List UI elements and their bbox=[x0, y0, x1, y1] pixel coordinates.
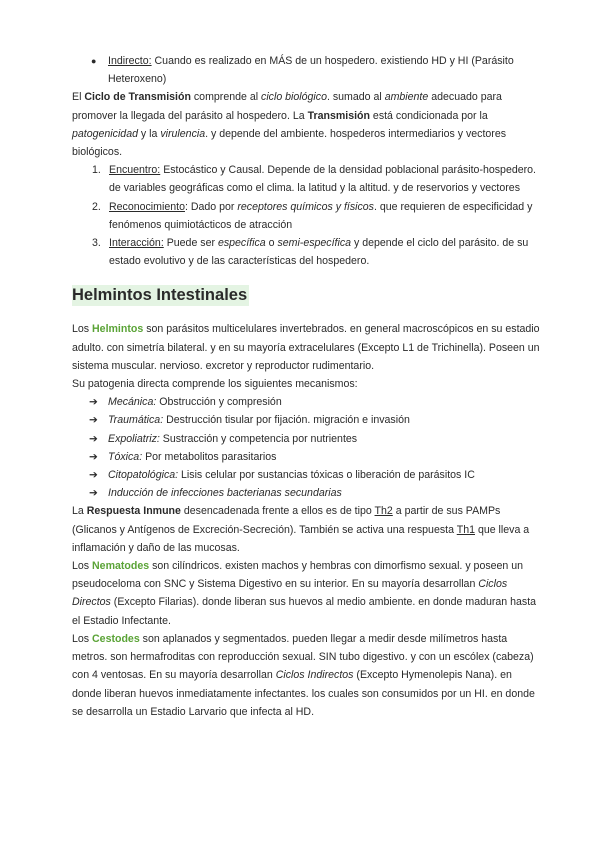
helmintos-paragraph: Los Helmintos son parásitos multicelulares invertebrados. en general macroscópicos en su estadio adulto. con simetría bilateral. y en su mayoría extracelulares (Excepto L1 de Trichinella). Poseen un sistema muscular. nervioso. excretor y reproductor rudimentario. bbox=[72, 323, 540, 372]
arrow-icon: ➔ bbox=[89, 432, 98, 445]
list-item: 1. Encuentro: Estocástico y Causal. Depende de la densidad poblacional parásito-hospedero. de variables geográficas como el clima. la latitud y la altitud. y de reservorios y vectores bbox=[92, 164, 536, 195]
cycle-paragraph: El Ciclo de Transmisión comprende al ciclo biológico. sumado al ambiente adecuado para promover la llegada del parásito al hospedero. La Transmisión está condicionada por la patogenicidad y la virulencia. y depende del ambiente. hospederos intermediarios y vectores biológicos. bbox=[72, 91, 507, 159]
list-item: 3. Interacción: Puede ser específica o semi-específica y depende el ciclo del parásito. de su estado evolutivo y de las características del hospedero. bbox=[92, 237, 529, 268]
term-nematodes: Nematodes bbox=[92, 560, 150, 573]
cestodes-paragraph: Los Cestodes son aplanados y segmentados. pueden llegar a medir desde milímetros hasta metros. son hermafroditas con reproducción sexual. SIN tubo digestivo. y con un escólex (cabeza) con 4 ventosas. En su mayoría desarrollan Ciclos Indirectos (Excepto Hymenolepis Nana). en donde liberan huevos inmediatamente infectantes. los cuales son consumidos por un HI. en donde se desarrolla un Estadio Larvario que infecta al HD. bbox=[72, 632, 535, 718]
term-respuesta-inmune: Respuesta Inmune bbox=[86, 505, 181, 518]
list-item: ➔ Citopatológica: Lisis celular por sustancias tóxicas o liberación de parásitos IC bbox=[72, 466, 542, 484]
arrow-icon: ➔ bbox=[89, 396, 98, 409]
mechanisms-list bbox=[72, 393, 542, 502]
list-item: ➔ Traumática: Destrucción tisular por fijación. migración e invasión bbox=[72, 411, 542, 429]
list-item: ➔ Tóxica: Por metabolitos parasitarios bbox=[72, 448, 542, 466]
bullet-label: Indirecto: bbox=[108, 55, 152, 67]
bullet-text: Cuando es realizado en MÁS de un hospedero. existiendo HD y HI (Parásito bbox=[151, 55, 514, 67]
bullet-text-continued: Heteroxeno) bbox=[108, 73, 167, 86]
patogenia-intro: Su patogenia directa comprende los siguientes mecanismos: bbox=[72, 378, 358, 391]
respuesta-inmune-paragraph: La Respuesta Inmune desencadenada frente a ellos es de tipo Th2 a partir de sus PAMPs (Glicanos y Antígenos de Excreción-Secreción). También se activa una respuesta Th1 que lleva a inflamación y daño de las mucosas. bbox=[72, 505, 530, 554]
arrow-icon: ➔ bbox=[89, 469, 98, 482]
term-helmintos: Helmintos bbox=[92, 323, 144, 336]
arrow-icon: ➔ bbox=[89, 450, 98, 463]
list-item: ➔ Mecánica: Obstrucción y compresión bbox=[72, 393, 542, 411]
arrow-icon: ➔ bbox=[89, 414, 98, 427]
list-item: ➔ Expoliatriz: Sustracción y competencia por nutrientes bbox=[72, 430, 542, 448]
term-cestodes: Cestodes bbox=[92, 632, 140, 645]
list-item: ➔ Inducción de infecciones bacterianas secundarias bbox=[72, 484, 542, 502]
bullet-item-indirecto bbox=[72, 52, 542, 88]
numbered-list bbox=[72, 161, 542, 270]
nematodes-paragraph: Los Nematodes son cilíndricos. existen machos y hembras con dimorfismo sexual. y poseen un pseudoceloma con SNC y Sistema Digestivo en su interior. En su mayoría desarrollan Ciclos Directos (Excepto Filarias). donde liberan sus huevos al medio ambiente. en donde maduran hasta el Estadio Infectante. bbox=[72, 560, 537, 627]
arrow-icon: ➔ bbox=[89, 487, 98, 500]
term-transmision: Transmisión bbox=[307, 109, 370, 122]
list-item: 2. Reconocimiento: Dado por receptores químicos y físicos. que requieren de especificidad y fenómenos quimiotácticos de atracción bbox=[92, 200, 533, 231]
bullet-dot-icon: ● bbox=[91, 56, 97, 66]
section-heading: Helmintos Intestinales bbox=[72, 286, 248, 305]
term-ciclo-transmision: Ciclo de Transmisión bbox=[84, 91, 191, 104]
